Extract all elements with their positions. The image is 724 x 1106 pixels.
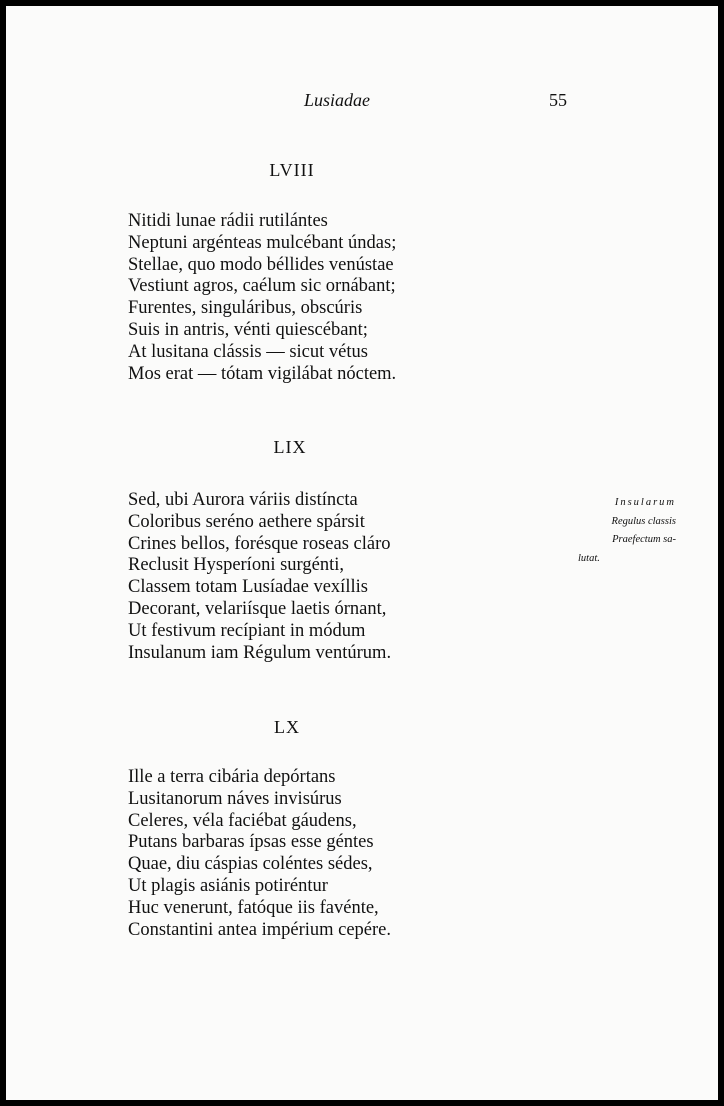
verse-line: Quae, diu cáspias coléntes sédes, (128, 854, 373, 875)
running-title: Lusiadae (304, 90, 371, 110)
verse-line: Putans barbaras ípsas esse géntes (128, 832, 374, 853)
verse-line: Furentes, singuláribus, obscúris (128, 298, 363, 319)
verse-line: Decorant, velariísque laetis órnant, (128, 598, 387, 619)
stanza-numeral-lx: LX (274, 717, 300, 737)
stanza-lviii (128, 211, 396, 385)
verse-line: Stellae, quo modo béllides venústae (128, 254, 394, 275)
margin-note-line: Insularum (614, 497, 676, 508)
verse-line: Constantini antea impérium cepére. (128, 919, 392, 940)
verse-line: Ille a terra cibária depórtans (128, 767, 336, 787)
margin-note-line: Regulus classis (611, 515, 676, 527)
verse-line: Celeres, véla faciébat gáudens, (128, 810, 357, 831)
verse-line: Neptuni argénteas mulcébant úndas; (128, 232, 397, 253)
verse-line: Vestiunt agros, caélum sic ornábant; (128, 276, 396, 297)
margin-note (566, 494, 676, 568)
stanza-numeral-lviii: LVIII (269, 160, 315, 180)
verse-line: Nitidi lunae rádii rutilántes (128, 211, 328, 231)
verse-line: Suis in antris, vénti quiescébant; (128, 319, 368, 340)
verse-line: Crines bellos, forésque roseas cláro (128, 533, 391, 554)
verse-line: Ut plagis asiánis potiréntur (128, 875, 328, 896)
margin-note-line: Praefectum sa- (612, 534, 676, 545)
page-number: 55 (549, 90, 567, 110)
verse-line: Coloribus seréno aethere spársit (128, 511, 365, 532)
verse-line: At lusitana clássis — sicut vétus (128, 341, 368, 362)
verse-line: Sed, ubi Aurora váriis distíncta (128, 490, 358, 510)
verse-line: Insulanum iam Régulum ventúrum. (128, 642, 392, 663)
stanza-lx (128, 767, 391, 941)
stanza-numeral-lix: LIX (273, 437, 307, 457)
verse-line: Lusitanorum náves invisúrus (128, 788, 342, 809)
verse-line: Mos erat — tótam vigilábat nóctem. (128, 363, 397, 384)
verse-line: Reclusit Hysperíoni surgénti, (128, 555, 344, 576)
verse-line: Ut festivum recípiant in módum (128, 620, 366, 641)
book-page (6, 6, 718, 1100)
verse-line: Classem totam Lusíadae vexíllis (128, 577, 368, 598)
margin-note-line: lutat. (578, 552, 600, 564)
verse-line: Huc venerunt, fatóque iis favénte, (128, 897, 379, 918)
stanza-lix (128, 490, 391, 664)
